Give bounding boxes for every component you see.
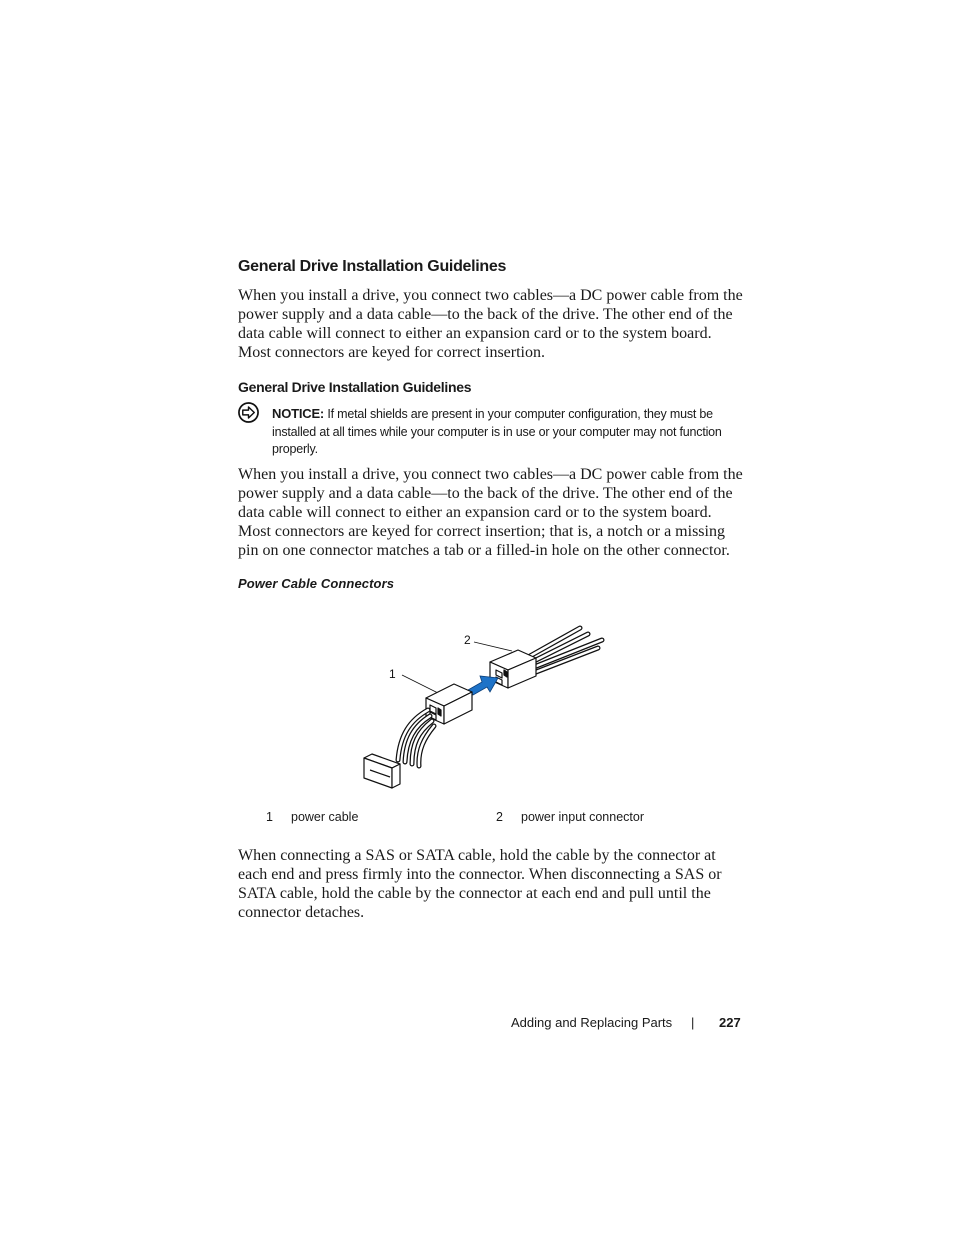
legend-number-1: 1	[266, 810, 273, 824]
notice-box	[272, 405, 742, 459]
footer-separator: |	[691, 1015, 695, 1030]
flat-end-connector	[364, 754, 400, 788]
subsection-heading: General Drive Installation Guidelines	[238, 379, 472, 395]
figure-caption: Power Cable Connectors	[238, 576, 395, 591]
intro-paragraph: When you install a drive, you connect two cables—a DC power cable from the power supply and a data cable—to the back of the drive. The other end of the data cable will connect to either an expansion card or to the system board. Most connectors are keyed for correct insertion.	[238, 287, 743, 361]
callout-number-2: 2	[464, 633, 471, 647]
legend-label-2: power input connector	[521, 810, 644, 824]
power-input-cable-wires	[530, 628, 602, 672]
footer-section-title: Adding and Replacing Parts	[511, 1015, 673, 1030]
power-cable-connectors-figure	[350, 620, 610, 800]
section-heading: General Drive Installation Guidelines	[238, 258, 507, 275]
legend-number-2: 2	[496, 810, 503, 824]
power-cable-connector	[426, 684, 472, 724]
notice-text: If metal shields are present in your computer configuration, they must be installed at all times while your computer is in use or your computer may not function properly.	[272, 407, 722, 456]
callout-leader-2	[474, 642, 512, 651]
power-cable-wires	[398, 710, 434, 766]
notice-arrow-icon	[238, 402, 259, 423]
callout-leader-1	[402, 675, 438, 693]
callout-number-1: 1	[389, 667, 396, 681]
sas-sata-paragraph: When connecting a SAS or SATA cable, hold the cable by the connector at each end and press firmly into the connector. When disconnecting a SAS or SATA cable, hold the cable by the connector at each end and pull until the connector detaches.	[238, 847, 722, 921]
connector-paragraph: When you install a drive, you connect two cables—a DC power cable from the power supply and a data cable—to the back of the drive. The other end of the data cable will connect to either an expansion card or to the system board. Most connectors are keyed for correct insertion; that is, a notch or a missing pin on one connector matches a tab or a filled-in hole on the other connector.	[238, 466, 743, 559]
power-input-connector	[490, 650, 536, 688]
notice-label: NOTICE:	[272, 406, 325, 421]
legend-label-1: power cable	[291, 810, 359, 824]
page-number: 227	[719, 1015, 741, 1030]
